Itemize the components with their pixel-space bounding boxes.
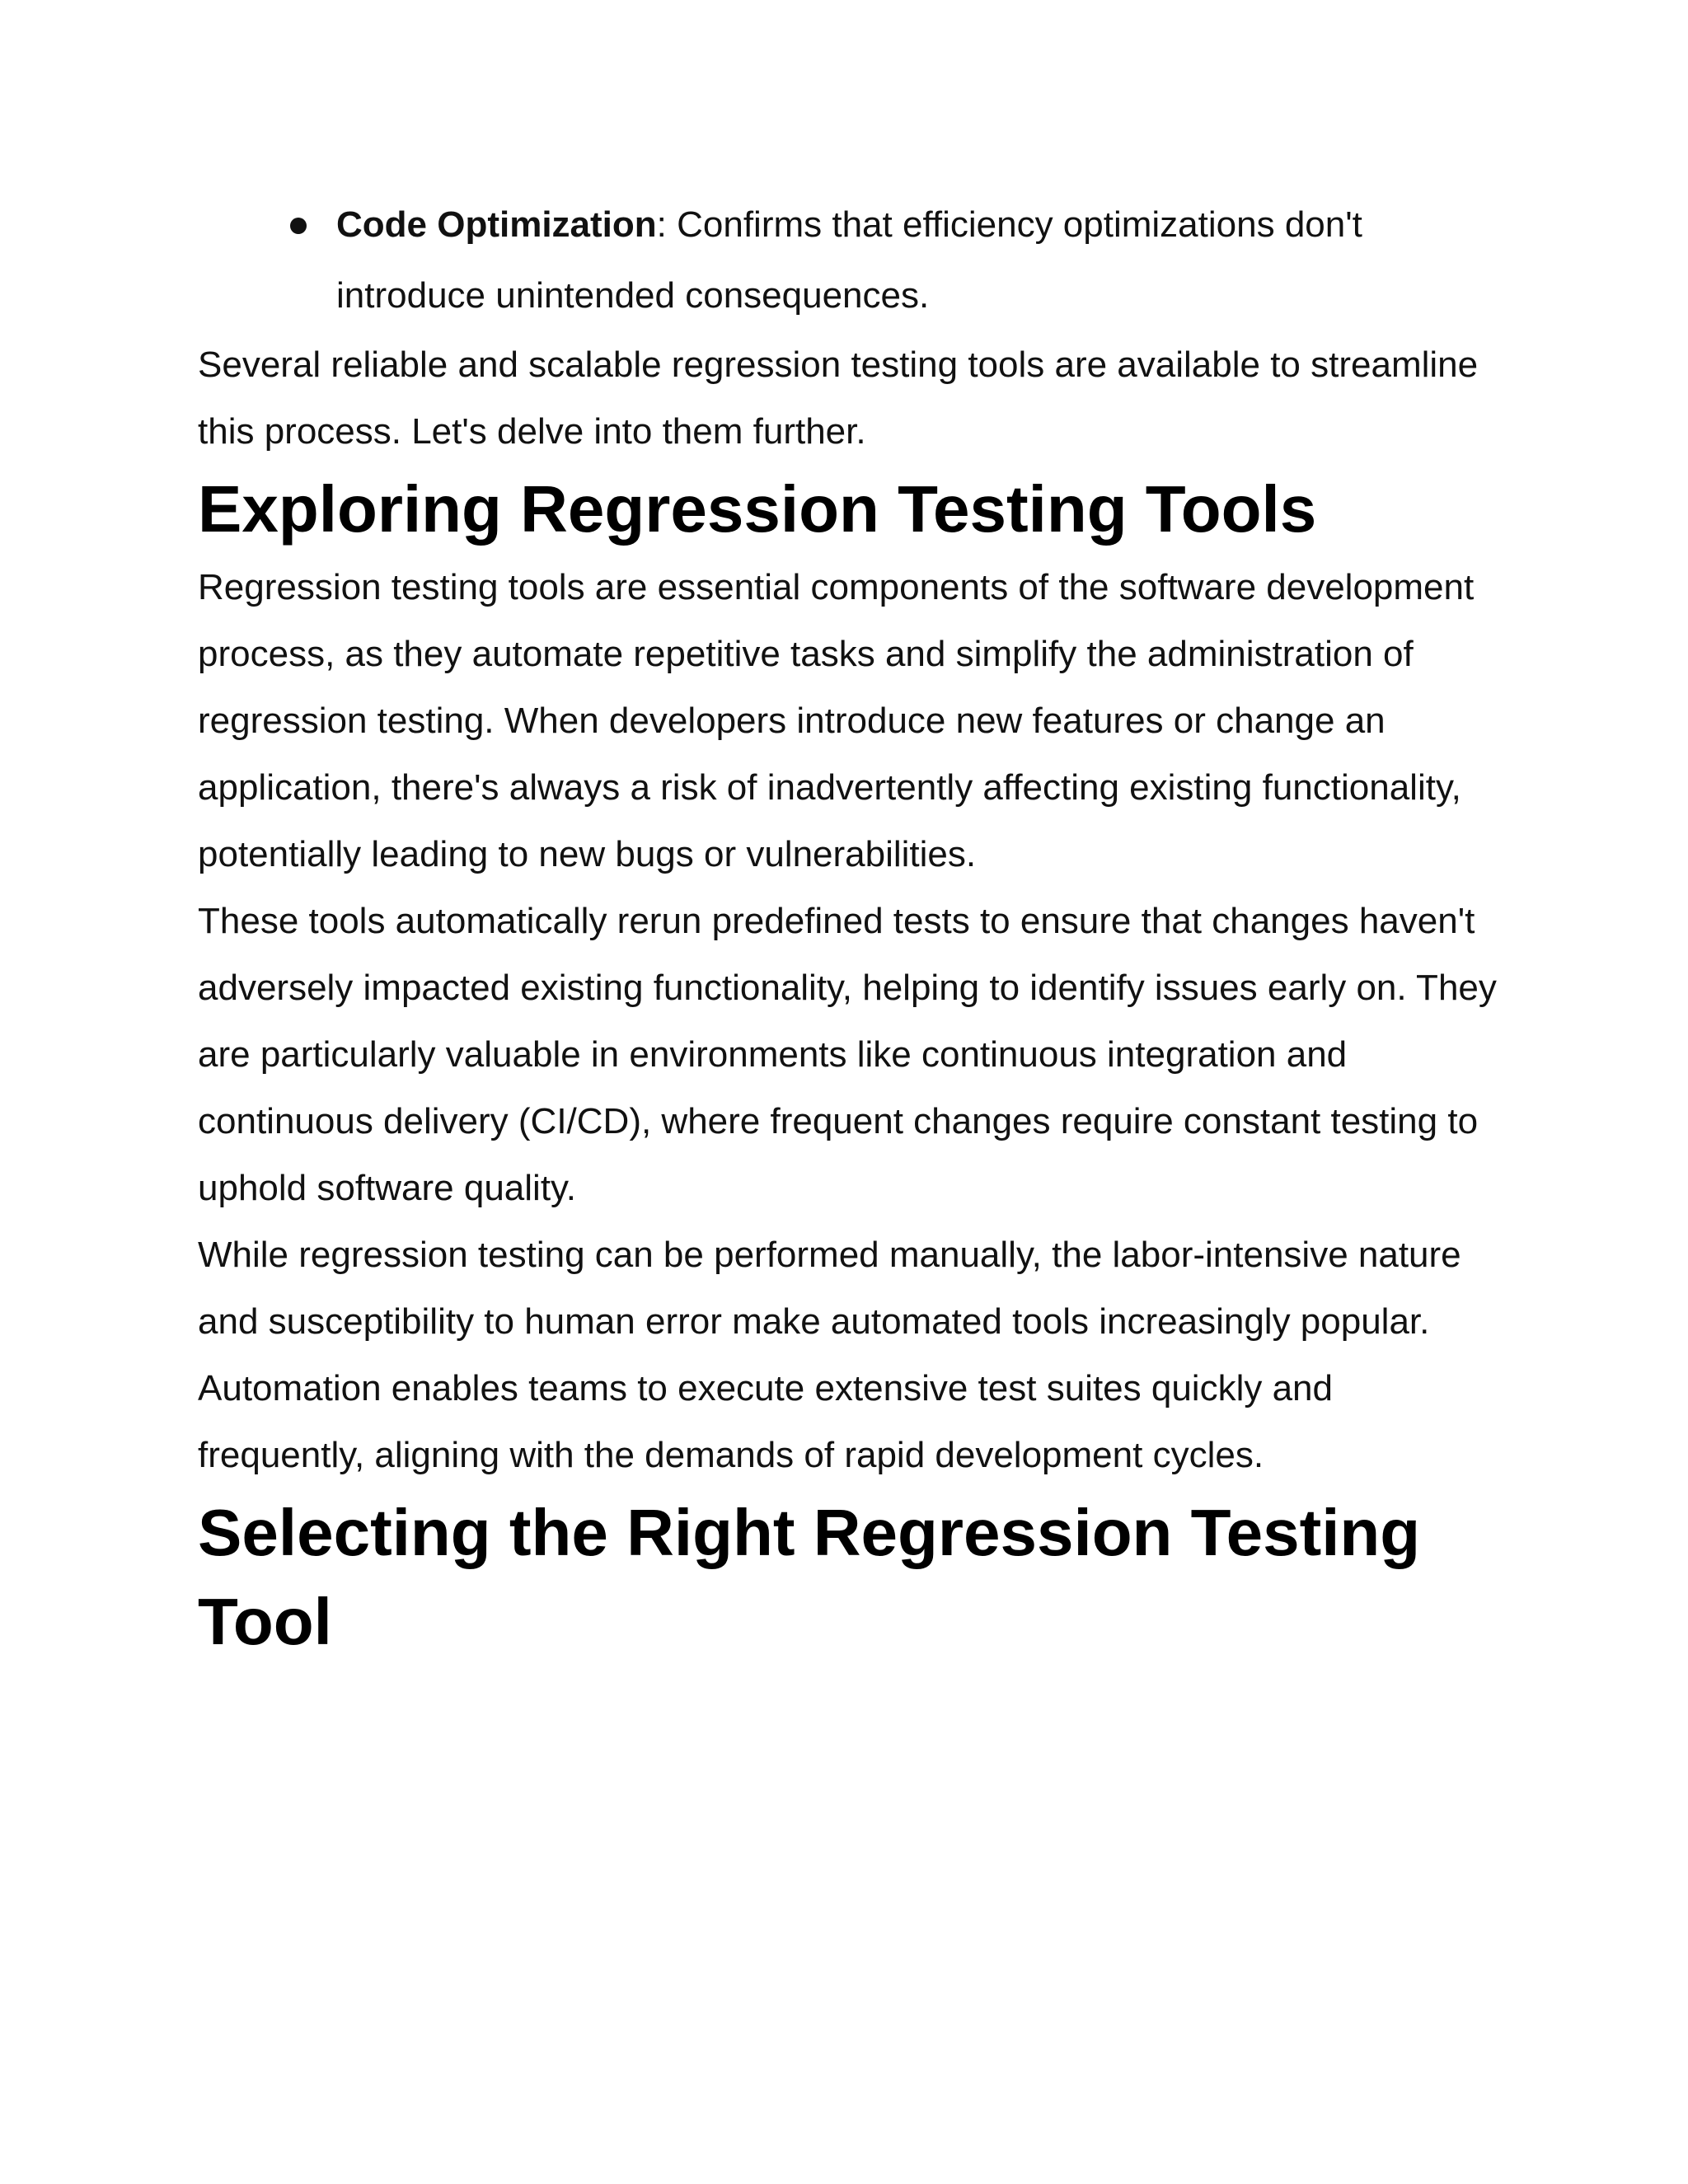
section-heading-selecting: Selecting the Right Regression Testing Tool	[198, 1496, 1421, 1658]
paragraph-tools-overview: Regression testing tools are essential components of the software development process, as they automate repetitive tasks and simplify the administration of regression testing. When developers introduce new features or change an application, there's always a risk of inadvertently affecting existing functionality, potentially leading to new bugs or vulnerabilities.	[198, 567, 1475, 874]
section-heading-exploring: Exploring Regression Testing Tools	[198, 472, 1317, 546]
bullet-dot-icon	[290, 218, 307, 234]
bullet-list	[198, 190, 1500, 331]
intro-paragraph: Several reliable and scalable regression testing tools are available to streamline this process. Let's delve into them further.	[198, 344, 1479, 452]
document-content	[198, 190, 1500, 1666]
paragraph-tools-rerun: These tools automatically rerun predefined tests to ensure that changes haven't adversely impacted existing functionality, helping to identify issues early on. They are particularly valuable in environments like continuous integration and continuous delivery (CI/CD), where frequent changes require constant testing to uphold software quality.	[198, 901, 1497, 1208]
bullet-text: : Confirms that efficiency optimizations don't introduce unintended consequences.	[336, 204, 1362, 316]
list-item	[336, 190, 1500, 331]
bullet-term: Code Optimization	[336, 204, 657, 245]
paragraph-manual-vs-automated: While regression testing can be performed manually, the labor-intensive nature and susceptibility to human error make automated tools increasingly popular. Automation enables teams to execute extensive test suites quickly and frequently, aligning with the demands of rapid development cycles.	[198, 1235, 1461, 1475]
